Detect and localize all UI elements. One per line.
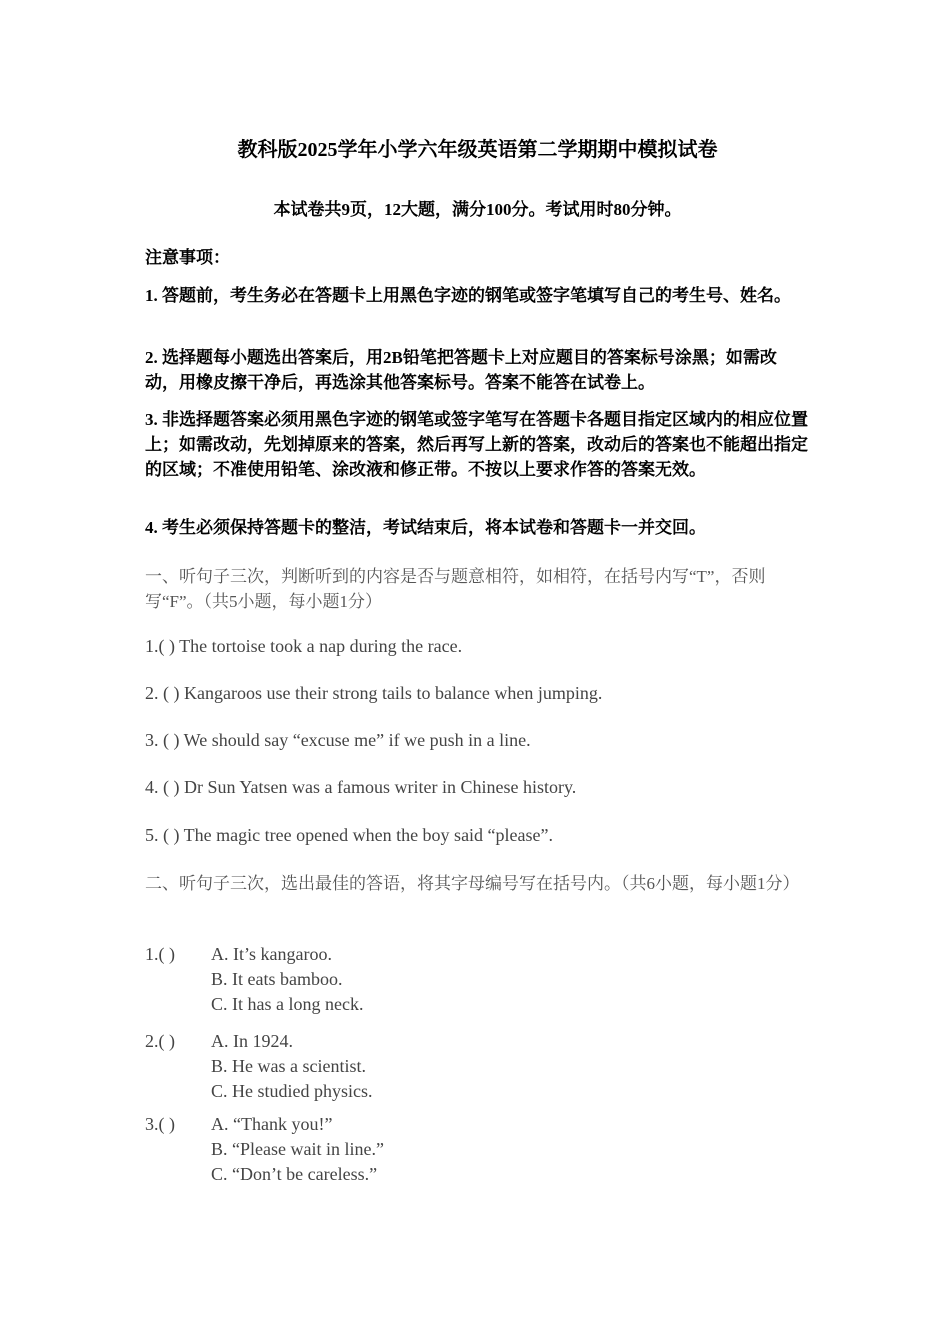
exam-subtitle: 本试卷共9页，12大题，满分100分。考试用时80分钟。 (273, 200, 682, 219)
section-2-instruction: 二、听句子三次，选出最佳的答语，将其字母编号写在括号内。（共6小题，每小题1分） (145, 874, 800, 893)
section-1-question: 4. ( ) Dr Sun Yatsen was a famous writer in Chinese history. (145, 777, 577, 797)
answer-options (211, 1112, 384, 1187)
option-b: B. It eats bamboo. (211, 969, 343, 989)
notice-item-2: 2. 选择题每小题选出答案后，用2B铅笔把答题卡上对应题目的答案标号涂黑；如需改动，用橡皮擦干净后，再选涂其他答案标号。答案不能答在试卷上。 (145, 348, 777, 392)
section-1-instruction: 一、听句子三次，判断听到的内容是否与题意相符，如相符，在括号内写“T”，否则写“F”。（共5小题，每小题1分） (145, 567, 766, 611)
notice-item-3: 3. 非选择题答案必须用黑色字迹的钢笔或签字笔写在答题卡各题目指定区域内的相应位置上；如需改动，先划掉原来的答案，然后再写上新的答案，改动后的答案也不能超出指定的区域；不准使用铅笔、涂改液和修正带。不按以上要求作答的答案无效。 (145, 410, 808, 479)
section-1-question: 2. ( ) Kangaroos use their strong tails to balance when jumping. (145, 683, 603, 703)
option-b: B. “Please wait in line.” (211, 1139, 384, 1159)
exam-title: 教科版2025学年小学六年级英语第二学期期中模拟试卷 (237, 139, 718, 161)
section-1-question: 3. ( ) We should say “excuse me” if we push in a line. (145, 730, 531, 750)
option-c: C. “Don’t be careless.” (211, 1164, 378, 1184)
option-c: C. It has a long neck. (211, 994, 364, 1014)
answer-options (211, 942, 363, 1017)
option-c: C. He studied physics. (211, 1081, 373, 1101)
option-b: B. He was a scientist. (211, 1056, 366, 1076)
question-number: 2.( ) (145, 1031, 175, 1051)
section-1-question: 1.( ) The tortoise took a nap during the race. (145, 636, 463, 656)
notice-item-4: 4. 考生必须保持答题卡的整洁，考试结束后，将本试卷和答题卡一并交回。 (145, 518, 706, 537)
option-a: A. “Thank you!” (211, 1114, 333, 1134)
answer-options (211, 1029, 373, 1104)
option-a: A. In 1924. (211, 1031, 293, 1051)
notice-heading: 注意事项： (145, 248, 230, 267)
section-1-question: 5. ( ) The magic tree opened when the boy said “please”. (145, 825, 554, 845)
notice-item-1: 1. 答题前，考生务必在答题卡上用黑色字迹的钢笔或签字笔填写自己的考生号、姓名。 (145, 286, 791, 305)
question-number: 3.( ) (145, 1114, 175, 1134)
question-number: 1.( ) (145, 944, 175, 964)
option-a: A. It’s kangaroo. (211, 944, 332, 964)
